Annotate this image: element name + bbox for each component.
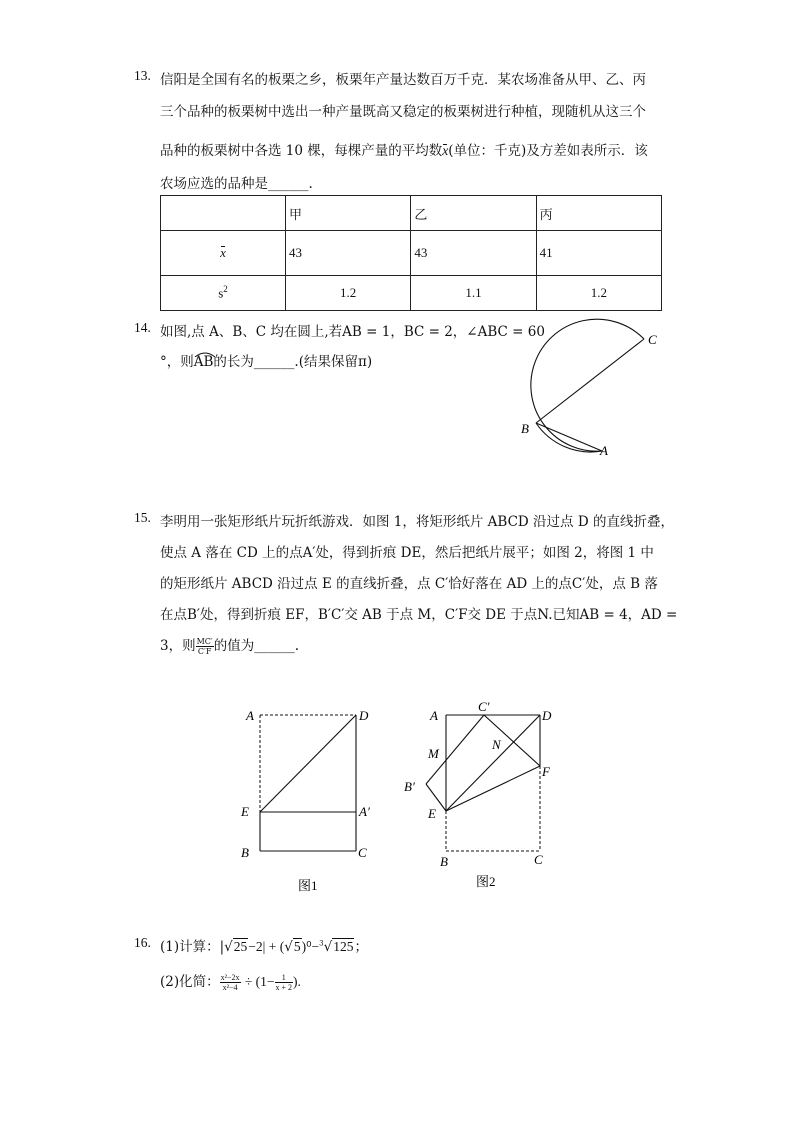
fraction-denominator: C′F [197, 647, 212, 656]
sqrt-5: 5 [293, 939, 301, 954]
q15-line4: 在点B′处，得到折痕 EF，B′C′交 AB 于点 M，C′F交 DE 于点N.已知AB = 4，AD = [160, 607, 678, 623]
arc-ab-label: AB [193, 354, 214, 370]
q14-line1: 如图,点 A、B、C 均在圆上,若AB = 1，BC = 2，∠ABC = 60 [160, 324, 545, 340]
crease-de [260, 715, 356, 812]
q14-circle-figure [510, 315, 670, 465]
q15-figure-2 [396, 700, 566, 890]
table-row [161, 276, 662, 311]
fig2-label-d: D [542, 708, 552, 723]
fraction-numerator: MC′ [196, 637, 213, 646]
q13-mean-symbol: x [442, 143, 449, 158]
q16-number: 16. [134, 935, 151, 950]
segment-ed [446, 715, 540, 811]
variance-yi: 1.1 [411, 276, 536, 311]
fig2-label-c: C [534, 852, 543, 867]
part2-middle: ÷ (1− [244, 974, 275, 989]
q15-figure-1 [236, 700, 386, 900]
q14-number: 14. [134, 320, 151, 335]
fig2-label-n: N [492, 737, 501, 752]
fig2-label-m: M [428, 746, 439, 761]
fig1-caption: 图1 [298, 878, 318, 893]
mean-jia: 43 [286, 231, 411, 276]
q13-number: 13. [134, 68, 151, 83]
part1-prefix: (1)计算：| [160, 939, 225, 955]
fraction-2-numerator: 1 [275, 973, 294, 983]
label-b: B [521, 421, 529, 436]
q15-line2: 使点 A 落在 CD 上的点A′处，得到折痕 DE，然后把纸片展平；如图 2，将图 1 中 [160, 545, 654, 561]
sqrt-sign: √ [284, 939, 293, 955]
fraction-mc-cf [196, 637, 214, 656]
variance-jia: 1.2 [286, 276, 411, 311]
fraction-2-denominator: x + 2 [275, 983, 293, 992]
table-row [161, 196, 662, 231]
q15-line1: 李明用一张矩形纸片玩折纸游戏．如图 1，将矩形纸片 ABCD 沿过点 D 的直线折叠， [160, 514, 674, 530]
q14-line2-start: °，则 [160, 354, 194, 370]
q15-line3: 的矩形纸片 ABCD 沿过点 E 的直线折叠，点 C′恰好落在 AD 上的点C′处，点 B 落 [160, 576, 658, 592]
q13-data-table [160, 195, 662, 311]
part2-prefix: (2)化简： [160, 974, 220, 990]
crease-ef [446, 766, 540, 811]
sqrt-25: 25 [233, 939, 248, 954]
fig2-caption: 图2 [476, 874, 496, 889]
fig2-label-b: B [440, 854, 448, 869]
label-a: A [600, 443, 608, 458]
q13-line3-start: 品种的板栗树中各选 10 棵，每棵产量的平均数 [160, 143, 443, 159]
cbrt-125: 125 [333, 939, 354, 954]
arc-overline [194, 351, 216, 357]
q13-line1: 信阳是全国有名的板栗之乡，板栗年产量达数百万千克．某农场准备从甲、乙、丙 [160, 72, 646, 88]
q15-number: 15. [134, 510, 151, 525]
mean-label: x [220, 245, 226, 260]
part1-exponent: )⁰− [301, 939, 320, 954]
segment-ab [536, 423, 602, 451]
arc-ab-symbol [194, 354, 214, 370]
fig1-label-e: E [241, 804, 249, 819]
q14-line2-end: 的长为______.(结果保留π) [213, 354, 373, 370]
fig2-label-b-prime: B′ [404, 779, 415, 794]
header-yi: 乙 [411, 196, 536, 231]
mean-bing: 41 [536, 231, 661, 276]
segment-bc [536, 339, 644, 423]
fig1-label-a: A [246, 708, 254, 723]
table-corner-cell [161, 196, 286, 231]
fig2-label-a: A [430, 708, 438, 723]
part1-end: ； [354, 939, 368, 955]
circle-arc [531, 319, 644, 451]
part1-middle: −2| + ( [248, 939, 285, 954]
variance-bing: 1.2 [536, 276, 661, 311]
q15-line5 [160, 634, 299, 656]
fraction-2 [275, 973, 294, 992]
sqrt-sign: √ [224, 939, 233, 955]
label-c: C [648, 332, 657, 347]
q15-line5-end: 的值为______. [213, 638, 300, 654]
q13-line3 [160, 139, 648, 159]
fig2-label-c-prime-top: C′ [478, 700, 490, 714]
fraction-1-numerator: x²−2x [220, 973, 240, 982]
fig1-label-b: B [241, 845, 249, 860]
fig2-label-e: E [428, 806, 436, 821]
cbrt-sign: $^3$√ [319, 939, 333, 955]
q13-line3-end: (单位：千克)及方差如表所示．该 [448, 143, 648, 159]
q13-line2: 三个品种的板栗树中选出一种产量既高又稳定的板栗树进行种植，现随机从这三个 [160, 104, 646, 120]
mean-label-cell [161, 231, 286, 276]
q16-part1 [160, 935, 368, 955]
fig2-label-f: F [542, 764, 550, 779]
q14-line2 [160, 350, 372, 370]
fig1-label-d: D [359, 708, 369, 723]
part2-end: ). [293, 974, 301, 989]
q16-part2 [160, 970, 301, 992]
q13-line4: 农场应选的品种是______. [160, 176, 313, 192]
header-jia: 甲 [286, 196, 411, 231]
fraction-1-denominator: x²−4 [222, 983, 238, 992]
fig1-label-c: C [358, 845, 367, 860]
variance-exponent: 2 [223, 284, 228, 295]
mean-yi: 43 [411, 231, 536, 276]
table-row [161, 231, 662, 276]
variance-label: s [218, 285, 224, 301]
variance-label-cell [161, 276, 286, 311]
fraction-1 [220, 973, 241, 992]
fig1-label-a-prime: A′ [359, 804, 370, 819]
header-bing: 丙 [536, 196, 661, 231]
q15-line5-start: 3，则 [160, 638, 196, 654]
